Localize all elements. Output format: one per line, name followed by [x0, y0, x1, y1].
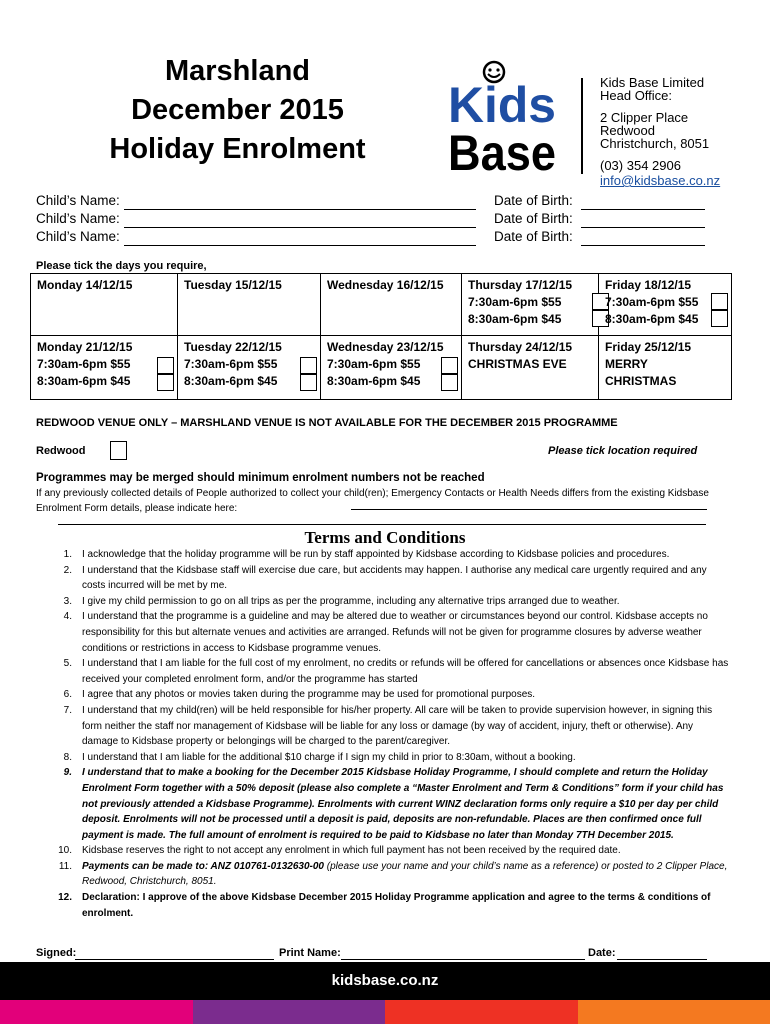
- dob-field-1[interactable]: [581, 197, 705, 210]
- day-label: Thursday 24/12/15: [468, 340, 573, 354]
- term-number: 3.: [63, 595, 72, 607]
- day-cell-thu-24: [462, 336, 599, 400]
- term-text: I understand that the Kidsbase staff will exercise due care, but accidents may happen. I authorise any medical care urgently required and any costs incurred will be met by me.: [82, 564, 707, 592]
- tick-box-tue-22-late[interactable]: [300, 374, 317, 391]
- office-address-3: Christchurch, 8051: [600, 136, 710, 151]
- tick-box-fri-18-late[interactable]: [711, 310, 728, 327]
- term-item: [36, 843, 731, 859]
- previous-details-field-2[interactable]: [58, 524, 706, 525]
- signed-label: Signed:: [36, 947, 77, 959]
- day-label: Thursday 17/12/15: [468, 278, 573, 292]
- term-number: 8.: [63, 751, 72, 763]
- child-name-label-1: Child’s Name:: [36, 193, 120, 208]
- dob-label-2: Date of Birth:: [494, 211, 573, 226]
- signature-row: [36, 947, 76, 959]
- day-label: Wednesday 16/12/15: [327, 278, 444, 292]
- day-cell-mon-14: [31, 274, 178, 336]
- logo-kids-text: Kids: [448, 77, 556, 133]
- slot-text: MERRY: [605, 357, 648, 371]
- term-item: [36, 563, 731, 594]
- day-cell-tue-15: [178, 274, 321, 336]
- redwood-label: Redwood: [36, 445, 86, 457]
- term-text: (please use your name and your child’s name as a reference) or posted to 2 Clipper Place, Redwood, Christchurch, 8051.: [82, 860, 728, 888]
- day-label: Monday 14/12/15: [37, 278, 133, 292]
- day-cell-fri-18: [599, 274, 732, 336]
- tick-location-note: Please tick location required: [548, 445, 698, 457]
- term-item: [36, 594, 731, 610]
- day-label: Tuesday 22/12/15: [184, 340, 282, 354]
- day-label: Monday 21/12/15: [37, 340, 133, 354]
- stripe-red: [385, 1000, 578, 1024]
- terms-title: Terms and Conditions: [304, 528, 466, 547]
- terms-list: [36, 547, 731, 921]
- term-item: [36, 859, 731, 890]
- slot-text: 8:30am-6pm $45: [184, 374, 278, 388]
- print-name-field[interactable]: [341, 959, 585, 960]
- office-email-link[interactable]: info@kidsbase.co.nz: [600, 173, 721, 188]
- days-table: [30, 273, 732, 400]
- slot-text: 7:30am-6pm $55: [327, 357, 421, 371]
- term-text: I give my child permission to go on all trips as per the programme, including any alternative trips arranged due to weather.: [82, 595, 620, 607]
- day-cell-wed-23: [321, 336, 462, 400]
- term-number: 1.: [63, 549, 72, 560]
- term-number: 11.: [58, 860, 72, 872]
- day-cell-tue-22: [178, 336, 321, 400]
- child-name-field-1[interactable]: [124, 197, 476, 210]
- dob-label-3: Date of Birth:: [494, 229, 573, 244]
- previous-details-note: If any previously collected details of People authorized to collect your child(ren); Emergency Contacts or Health Needs differs from the existing Kidsbase Enrolment Form details, please indicate here:: [36, 488, 709, 514]
- venue-notice: REDWOOD VENUE ONLY – MARSHLAND VENUE IS NOT AVAILABLE FOR THE DECEMBER 2015 PROGRAMME: [36, 417, 618, 429]
- dob-field-2[interactable]: [581, 215, 705, 228]
- office-phone: (03) 354 2906: [600, 158, 681, 173]
- term-item: [36, 750, 731, 766]
- term-number: 5.: [63, 658, 72, 670]
- tick-box-tue-22-early[interactable]: [300, 357, 317, 374]
- title-line-3: Holiday Enrolment: [109, 133, 366, 165]
- kidsbase-logo: [442, 58, 562, 178]
- term-text: I understand that I am liable for the full cost of my enrolment, no credits or refunds will be offered for cancellations or absences once Kidsbase has received your completed enrolment form, and/or the programme has started: [82, 658, 729, 685]
- term-text: I acknowledge that the holiday programme will be run by staff appointed by Kidsbase according to Kidsbase policies and procedures.: [82, 549, 670, 560]
- term-text: Declaration: I approve of the above Kidsbase December 2015 Holiday Programme application and agree to the terms & conditions of enrolment.: [82, 892, 711, 919]
- term-text: I understand that I am liable for the additional $10 charge if I sign my child in prior to 8:30am, without a booking.: [82, 751, 576, 763]
- term-number: 10.: [58, 845, 72, 857]
- date-label: Date:: [588, 947, 616, 959]
- stripe-purple: [193, 1000, 386, 1024]
- logo-base-text: Base: [448, 125, 556, 178]
- slot-text: 7:30am-6pm $55: [468, 295, 562, 309]
- office-details: [600, 76, 720, 187]
- slot-text: 8:30am-6pm $45: [37, 374, 131, 388]
- merged-notice: Programmes may be merged should minimum enrolment numbers not be reached: [36, 472, 485, 484]
- term-number: 2.: [63, 564, 72, 576]
- footer-website[interactable]: kidsbase.co.nz: [331, 972, 439, 989]
- slot-text: 7:30am-6pm $55: [605, 295, 699, 309]
- tick-box-fri-18-early[interactable]: [711, 293, 728, 310]
- term-number: 12.: [58, 892, 72, 904]
- days-heading: Please tick the days you require,: [36, 260, 207, 272]
- term-number: 7.: [63, 704, 72, 716]
- previous-details-field[interactable]: [351, 509, 707, 510]
- day-cell-fri-25: [599, 336, 732, 400]
- dob-label-1: Date of Birth:: [494, 193, 573, 208]
- term-item: [36, 687, 731, 703]
- slot-text: 7:30am-6pm $55: [184, 357, 278, 371]
- term-number: 4.: [63, 611, 72, 623]
- tick-box-wed-23-late[interactable]: [441, 374, 458, 391]
- slot-text: 7:30am-6pm $55: [37, 357, 131, 371]
- term-number: 6.: [63, 689, 72, 701]
- dob-field-3[interactable]: [581, 233, 705, 246]
- print-name-label: Print Name:: [279, 947, 341, 959]
- day-cell-mon-21: [31, 336, 178, 400]
- child-name-label-3: Child’s Name:: [36, 229, 120, 244]
- office-address-1: 2 Clipper Place: [600, 110, 689, 125]
- header-divider: [581, 78, 583, 174]
- tick-box-mon-21-early[interactable]: [157, 357, 174, 374]
- child-name-field-3[interactable]: [124, 233, 476, 246]
- stripe-magenta: [0, 1000, 193, 1024]
- day-cell-wed-16: [321, 274, 462, 336]
- title-line-2: December 2015: [131, 94, 344, 126]
- slot-text: 8:30am-6pm $45: [327, 374, 421, 388]
- term-number: 9.: [63, 767, 72, 779]
- term-text-bold: Payments can be made to: ANZ 010761-0132630-00: [82, 860, 324, 872]
- redwood-checkbox[interactable]: [110, 441, 127, 460]
- term-item: [36, 703, 731, 750]
- date-field[interactable]: [617, 959, 707, 960]
- slot-text: 8:30am-6pm $45: [605, 312, 699, 326]
- office-head: Head Office:: [600, 88, 673, 103]
- footer-stripes: [0, 1000, 770, 1024]
- term-item: [36, 547, 731, 563]
- page-title: [60, 52, 415, 169]
- office-company: Kids Base Limited: [600, 75, 705, 90]
- slot-text: CHRISTMAS: [605, 374, 677, 388]
- title-line-1: Marshland: [164, 55, 311, 87]
- day-label: Friday 25/12/15: [605, 340, 692, 354]
- term-item: [36, 609, 731, 656]
- term-text: Kidsbase reserves the right to not accept any enrolment in which full payment has not been received by the required date.: [82, 845, 621, 857]
- term-text: I understand that the programme is a guideline and may be altered due to weather or circumstances beyond our control. Kidsbase accepts no responsibility for this but alternate venues and activities are arranged. Refunds will not be given for programme closures by adverse weather conditions or restrictions in access to Kidsbase programme venues.: [82, 611, 708, 654]
- day-label: Tuesday 15/12/15: [184, 278, 282, 292]
- term-text: I agree that any photos or movies taken during the programme may be used for promotional purposes.: [82, 689, 536, 701]
- office-address-2: Redwood: [600, 123, 655, 138]
- day-cell-thu-17: [462, 274, 599, 336]
- term-item: [36, 890, 731, 921]
- tick-box-mon-21-late[interactable]: [157, 374, 174, 391]
- term-text: I understand that to make a booking for the December 2015 Kidsbase Holiday Programme, I should complete and return the Holiday Enrolment Form together with a 50% deposit (please also complete a “Master Enrolment and Term & Conditions” form if your child has not previously attended a Kidsbase Programme). Enrolments with current WINZ declaration forms only require a $10 per day per child deposit. Enrolments will not be processed until a deposit is paid, deposits are non-refundable. Places are then confirmed once full payment is made. The full amount of enrolment is required to be paid to Kidsbase no later than Monday 7TH December 2015.: [82, 767, 724, 841]
- signed-field[interactable]: [75, 959, 274, 960]
- child-name-field-2[interactable]: [124, 215, 476, 228]
- tick-box-wed-23-early[interactable]: [441, 357, 458, 374]
- term-text: I understand that my child(ren) will be held responsible for his/her property. All care will be taken to provide supervision however, in signing this form neither the staff nor management of Kidsbase will be liable for any loss or damage (by way of accident, injury, theft or otherwise). Any damage to Kidsbase property or belongings will be charged to the parent/caregiver.: [82, 704, 713, 748]
- footer-bar: [0, 962, 770, 1000]
- day-label: Friday 18/12/15: [605, 278, 692, 292]
- slot-text: CHRISTMAS EVE: [468, 357, 567, 371]
- term-item: [36, 765, 731, 843]
- child-name-label-2: Child’s Name:: [36, 211, 120, 226]
- stripe-orange: [578, 1000, 770, 1024]
- day-label: Wednesday 23/12/15: [327, 340, 444, 354]
- term-item: [36, 656, 731, 687]
- slot-text: 8:30am-6pm $45: [468, 312, 562, 326]
